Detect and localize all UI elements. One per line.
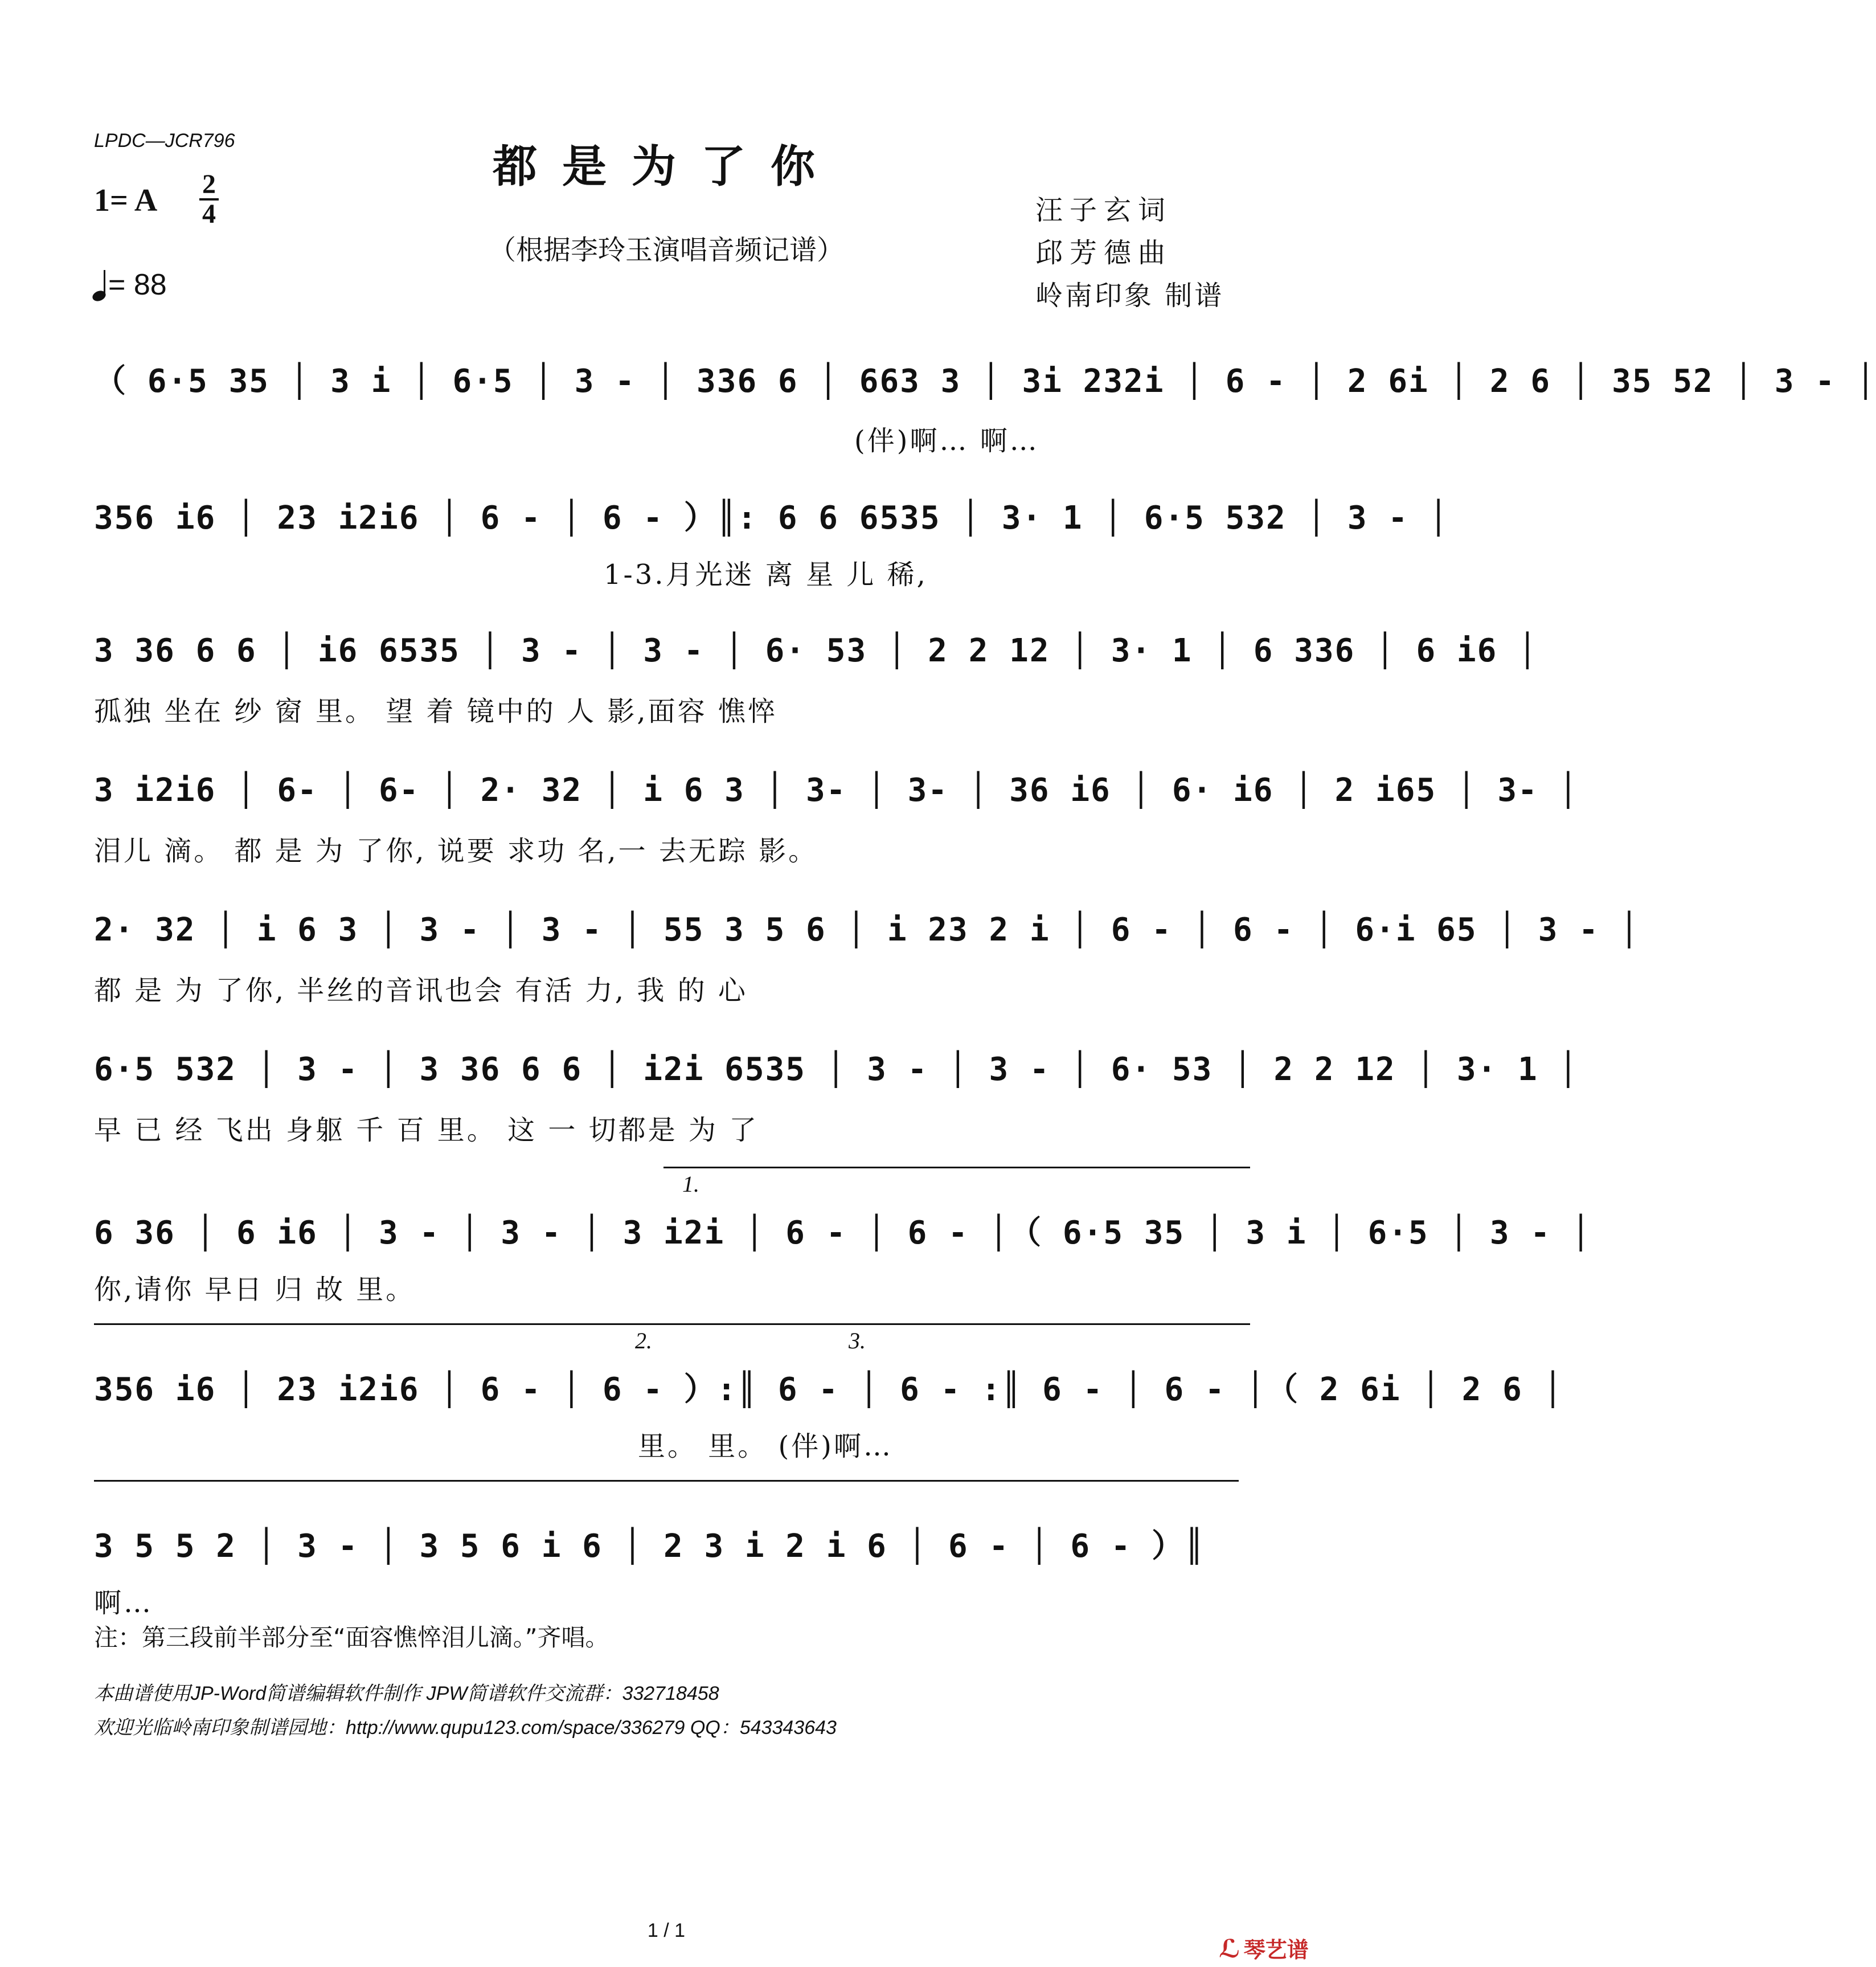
score-system-4: 3 i2i6 │ 6- │ 6- │ 2· 32 │ i 6 3 │ 3- │ 3- │ 36 i6 │ 6· i6 │ 2 i65 │ 3- │: [94, 772, 1579, 809]
volta-label-3: 3.: [849, 1328, 866, 1353]
page-number: 1 / 1: [647, 1920, 686, 1941]
arranger-credit: 岭南印象 制谱: [1035, 280, 1224, 312]
tempo-marking: [92, 268, 167, 302]
volta-bracket-top: [94, 1323, 1250, 1325]
score-system-9: 3 5 5 2 │ 3 - │ 3 5 6 i 6 │ 2 3 i 2 i 6 │ 6 - │ 6 - ）║: [94, 1528, 1205, 1565]
tempo-value: = 88: [108, 268, 167, 301]
score-system-2: 356 i6 │ 23 i2i6 │ 6 - │ 6 - ）║: 6 6 6535 │ 3· 1 │ 6·5 532 │ 3 - │: [94, 500, 1449, 537]
lyrics-system-2: 1-3.月光迷 离 星 儿 稀,: [604, 559, 928, 591]
song-title: 都是为了你: [492, 141, 840, 193]
lyrics-system-5: 都 是 为 了你, 半丝的音讯也会 有活 力, 我 的 心: [94, 975, 748, 1007]
quarter-note-icon: [92, 269, 108, 302]
lyrics-system-4: 泪儿 滴。 都 是 为 了你, 说要 求功 名,一 去无踪 影。: [94, 835, 818, 867]
document-code: LPDC—JCR796: [94, 130, 235, 152]
volta-label-2: 2.: [635, 1328, 652, 1353]
lyrics-system-3: 孤独 坐在 纱 窗 里。 望 着 镜中的 人 影,面容 憔悴: [94, 696, 777, 727]
volta-bracket-final: [94, 1480, 1239, 1482]
site-logo: [1219, 1932, 1309, 1964]
time-signature-bottom: 4: [202, 199, 216, 229]
lyrics-system-9: 啊…: [94, 1587, 154, 1619]
lyrics-system-6: 早 已 经 飞出 身躯 千 百 里。 这 一 切都是 为 了: [94, 1114, 759, 1146]
score-system-6: 6·5 532 │ 3 - │ 3 36 6 6 │ i2i 6535 │ 3 - │ 3 - │ 6· 53 │ 2 2 12 │ 3· 1 │: [94, 1051, 1579, 1088]
score-system-1: （ 6·5 35 │ 3 i │ 6·5 │ 3 - │ 336 6 │ 663 3 │ 3i 232i │ 6 - │ 2 6i │ 2 6 │ 35 52 │ 3 - │: [94, 363, 1876, 400]
score-system-7: 6 36 │ 6 i6 │ 3 - │ 3 - │ 3 i2i │ 6 - │ 6 - │（ 6·5 35 │ 3 i │ 6·5 │ 3 - │: [94, 1214, 1592, 1252]
lyrics-system-8: 里。 里。 (伴)啊…: [638, 1430, 893, 1462]
lyricist-credit: 汪子玄词: [1035, 194, 1173, 226]
composer-credit: 邱芳德曲: [1035, 237, 1173, 269]
score-system-3: 3 36 6 6 │ i6 6535 │ 3 - │ 3 - │ 6· 53 │ 2 2 12 │ 3· 1 │ 6 336 │ 6 i6 │: [94, 632, 1538, 669]
lyrics-system-1: (伴)啊… 啊…: [854, 425, 1039, 457]
key-signature: 1= A: [94, 183, 158, 218]
logo-icon: ℒ: [1219, 1935, 1240, 1964]
score-system-5: 2· 32 │ i 6 3 │ 3 - │ 3 - │ 55 3 5 6 │ i 23 2 i │ 6 - │ 6 - │ 6·i 65 │ 3 - │: [94, 911, 1640, 948]
song-subtitle: （根据李玲玉演唱音频记谱）: [488, 234, 844, 266]
score-system-8: 356 i6 │ 23 i2i6 │ 6 - │ 6 - ）:║ 6 - │ 6 - :║ 6 - │ 6 - │（ 2 6i │ 2 6 │: [94, 1371, 1564, 1408]
volta-label-1: 1.: [682, 1171, 699, 1197]
footer-line-2: 欢迎光临岭南印象制谱园地：http://www.qupu123.com/space/336279 QQ：543343643: [94, 1717, 837, 1739]
volta-bracket-1: [663, 1167, 1250, 1168]
time-signature-top: 2: [202, 169, 216, 199]
footer-line-1: 本曲谱使用JP-Word简谱编辑软件制作 JPW简谱软件交流群：332718458: [94, 1683, 719, 1704]
lyrics-system-7: 你,请你 早日 归 故 里。: [94, 1274, 416, 1306]
logo-text: 琴艺谱: [1243, 1937, 1309, 1962]
time-signature: [199, 171, 219, 228]
performance-note: 注：第三段前半部分至“面容憔悴泪儿滴。”齐唱。: [94, 1624, 609, 1651]
